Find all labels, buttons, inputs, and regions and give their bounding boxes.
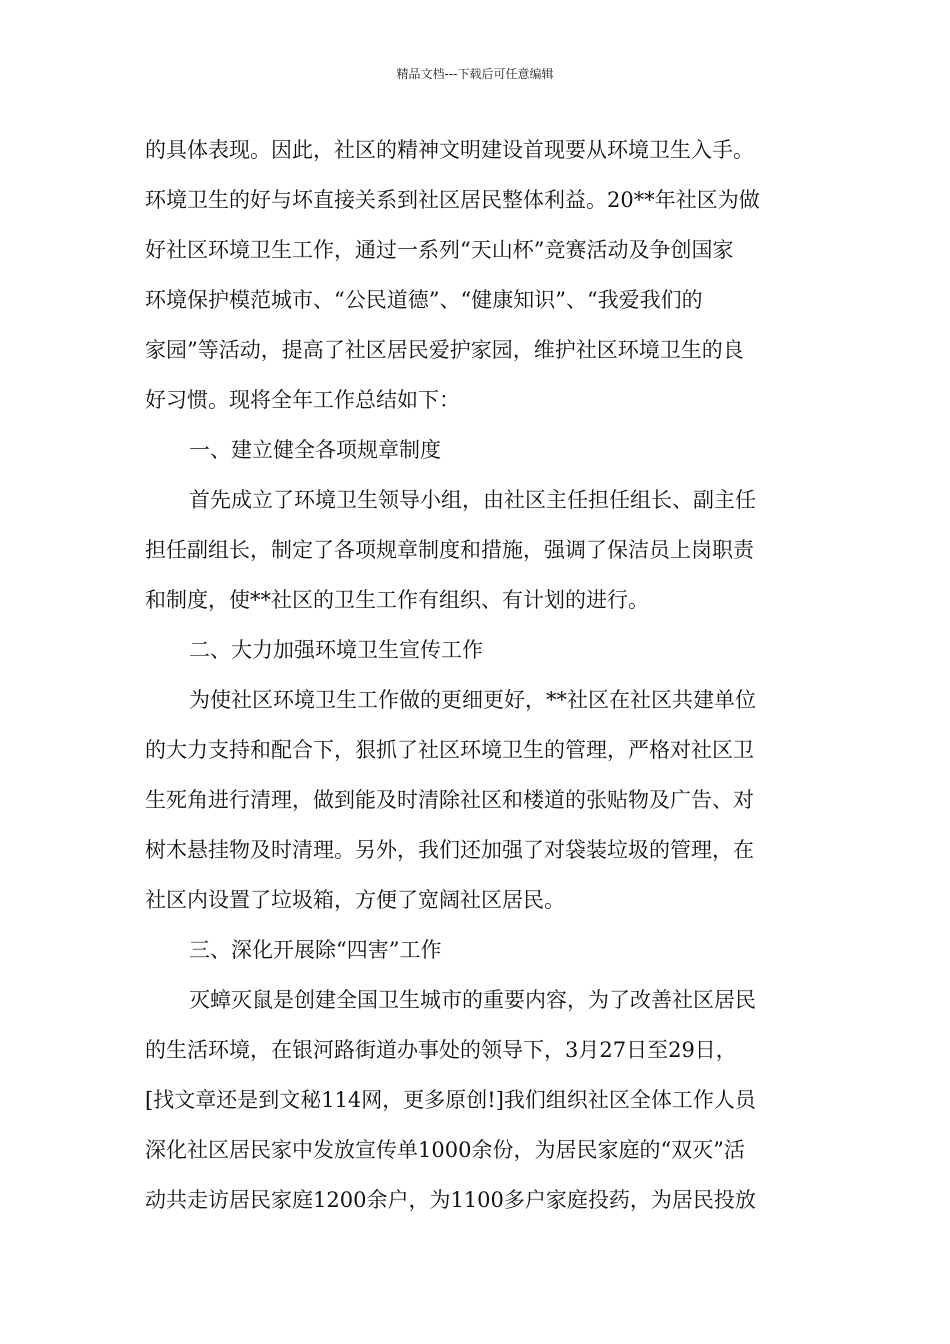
paragraph-line: 为使社区环境卫生工作做的更细更好，**社区在社区共建单位: [189, 688, 756, 712]
paragraph-line: 的具体表现。因此，社区的精神文明建设首现要从环境卫生入手。: [145, 138, 754, 162]
paragraph-line: 树木悬挂物及时清理。另外，我们还加强了对袋装垃圾的管理，在: [145, 838, 754, 862]
document-body: [145, 125, 810, 1225]
paragraph-line: 好社区环境卫生工作，通过一系列“天山杯”竞赛活动及争创国家: [145, 238, 734, 262]
paragraph-line: 环境保护模范城市、“公民道德”、“健康知识”、“我爱我们的: [145, 288, 703, 312]
paragraph-line: 和制度，使**社区的卫生工作有组织、有计划的进行。: [145, 588, 649, 612]
section-heading: 三、深化开展除“四害”工作: [189, 938, 442, 962]
paragraph-line: 首先成立了环境卫生领导小组，由社区主任担任组长、副主任: [189, 488, 756, 512]
paragraph-line: 动共走访居民家庭1200余户，为1100多户家庭投药，为居民投放: [145, 1188, 756, 1212]
paragraph-line: 深化社区居民家中发放宣传单1000余份，为居民家庭的“双灭”活: [145, 1138, 745, 1162]
paragraph-line: 的生活环境，在银河路街道办事处的领导下，3月27日至29日，: [145, 1038, 737, 1062]
paragraph-line: 社区内设置了垃圾箱，方便了宽阔社区居民。: [145, 888, 565, 912]
paragraph-line: 生死角进行清理，做到能及时清除社区和楼道的张贴物及广告、对: [145, 788, 754, 812]
page-header: 精品文档---下载后可任意编辑: [396, 67, 554, 81]
section-heading: 二、大力加强环境卫生宣传工作: [189, 638, 483, 662]
paragraph-line: 担任副组长，制定了各项规章制度和措施，强调了保洁员上岗职责: [145, 538, 754, 562]
paragraph-line: 好习惯。现将全年工作总结如下：: [145, 388, 460, 412]
section-heading: 一、建立健全各项规章制度: [189, 438, 441, 462]
paragraph-line: 的大力支持和配合下，狠抓了社区环境卫生的管理，严格对社区卫: [145, 738, 754, 762]
paragraph-line: 家园”等活动，提高了社区居民爱护家园，维护社区环境卫生的良: [145, 338, 744, 362]
paragraph-line: [找文章还是到文秘114网，更多原创!]我们组织社区全体工作人员: [145, 1088, 756, 1112]
paragraph-line: 环境卫生的好与坏直接关系到社区居民整体利益。20**年社区为做: [145, 188, 760, 212]
paragraph-line: 灭蟑灭鼠是创建全国卫生城市的重要内容，为了改善社区居民: [189, 988, 756, 1012]
